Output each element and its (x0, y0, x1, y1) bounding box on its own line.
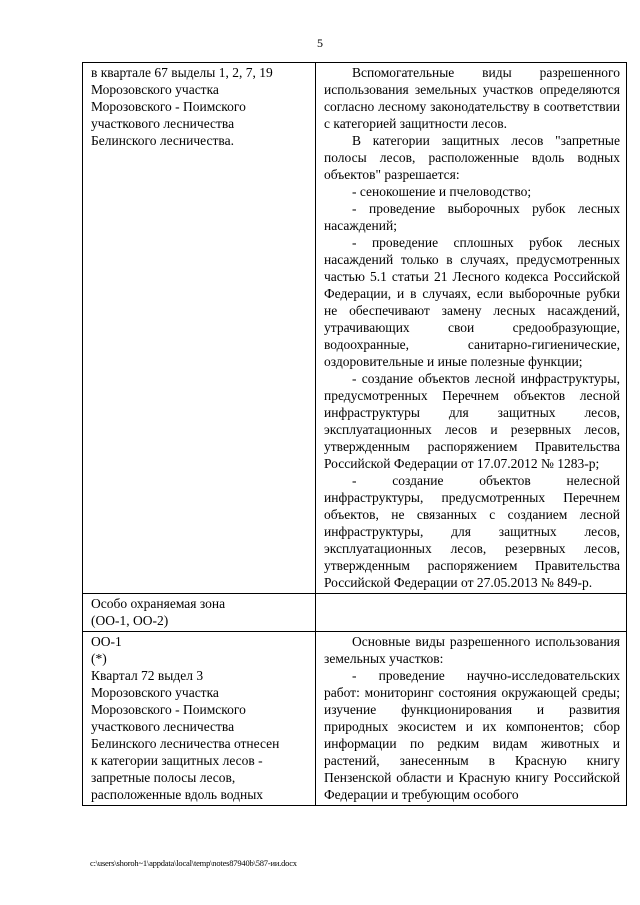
paragraph: В категории защитных лесов "запретные полосы лесов, расположенные вдоль водных объектов" разрешается: (324, 133, 620, 182)
table-row (83, 63, 627, 594)
list-item: - проведение научно-исследовательских работ: мониторинг состояния окружающей среды; изучение функционирования и развития природных экосистем и их компонентов; сбор информации по редким видам животных и растений, занесенным в Красную книгу Пензенской области и Красную книгу Российской Федерации и требующим особого (324, 668, 620, 802)
location-line: Морозовского участка (91, 82, 219, 97)
location-line: Морозовского участка (91, 685, 219, 700)
list-item: - сенокошение и пчеловодство; (352, 184, 532, 199)
list-item: - проведение выборочных рубок лесных насаждений; (324, 201, 620, 233)
file-path-footer: c:\users\shoroh~1\appdata\local\temp\notes87940b\587-ии.docx (90, 858, 297, 868)
zone-heading-line: Особо охраняемая зона (91, 596, 226, 611)
empty-cell (316, 594, 627, 632)
location-line: Белинского лесничества. (91, 133, 234, 148)
list-item: - создание объектов лесной инфраструктуры, предусмотренных Перечнем объектов лесной инфраструктуры для защитных лесов, эксплуатационных лесов и резервных лесов, утвержденным распоряжением Правительства Российской Федерации от 17.07.2012 № 1283-р; (324, 371, 620, 471)
table-row (83, 632, 627, 806)
location-cell (83, 632, 316, 806)
table-row (83, 594, 627, 632)
location-line: (*) (91, 651, 107, 666)
location-line: Квартал 72 выдел 3 (91, 668, 204, 683)
location-line: в квартале 67 выделы 1, 2, 7, 19 (91, 65, 273, 80)
permitted-use-cell (316, 632, 627, 806)
location-cell (83, 63, 316, 594)
zone-heading-cell (83, 594, 316, 632)
location-line: запретные полосы лесов, (91, 770, 236, 785)
location-line: участкового лесничества (91, 116, 235, 131)
list-item: - создание объектов нелесной инфраструктуры, предусмотренных Перечнем объектов, не связанных с созданием лесной инфраструктуры, для защитных лесов, эксплуатационных лесов, резервных лесов, утвержденным распоряжением Правительства Российской Федерации от 27.05.2013 № 849-р. (324, 473, 620, 590)
page-number: 5 (317, 36, 323, 50)
location-line: к категории защитных лесов - (91, 753, 263, 768)
location-line: расположенные вдоль водных (91, 787, 264, 802)
document-table (82, 62, 627, 806)
location-line: участкового лесничества (91, 719, 235, 734)
permitted-use-cell (316, 63, 627, 594)
location-line: ОО-1 (91, 634, 122, 649)
location-line: Белинского лесничества отнесен (91, 736, 280, 751)
zone-heading-line: (ОО-1, ОО-2) (91, 613, 169, 628)
location-line: Морозовского - Поимского (91, 99, 246, 114)
list-item: - проведение сплошных рубок лесных насаждений только в случаях, предусмотренных частью 5.1 статьи 21 Лесного кодекса Российской Федерации, и в случаях, если выборочные рубки не обеспечивают замену лесных насаждений, утрачивающих свои средообразующие, водоохранные, санитарно-гигиенические, оздоровительные и иные полезные функции; (324, 235, 620, 369)
paragraph: Вспомогательные виды разрешенного использования земельных участков определяются согласно лесному законодательству в соответствии с категорией защитности лесов. (324, 65, 620, 131)
location-line: Морозовского - Поимского (91, 702, 246, 717)
paragraph: Основные виды разрешенного использования земельных участков: (324, 634, 620, 666)
